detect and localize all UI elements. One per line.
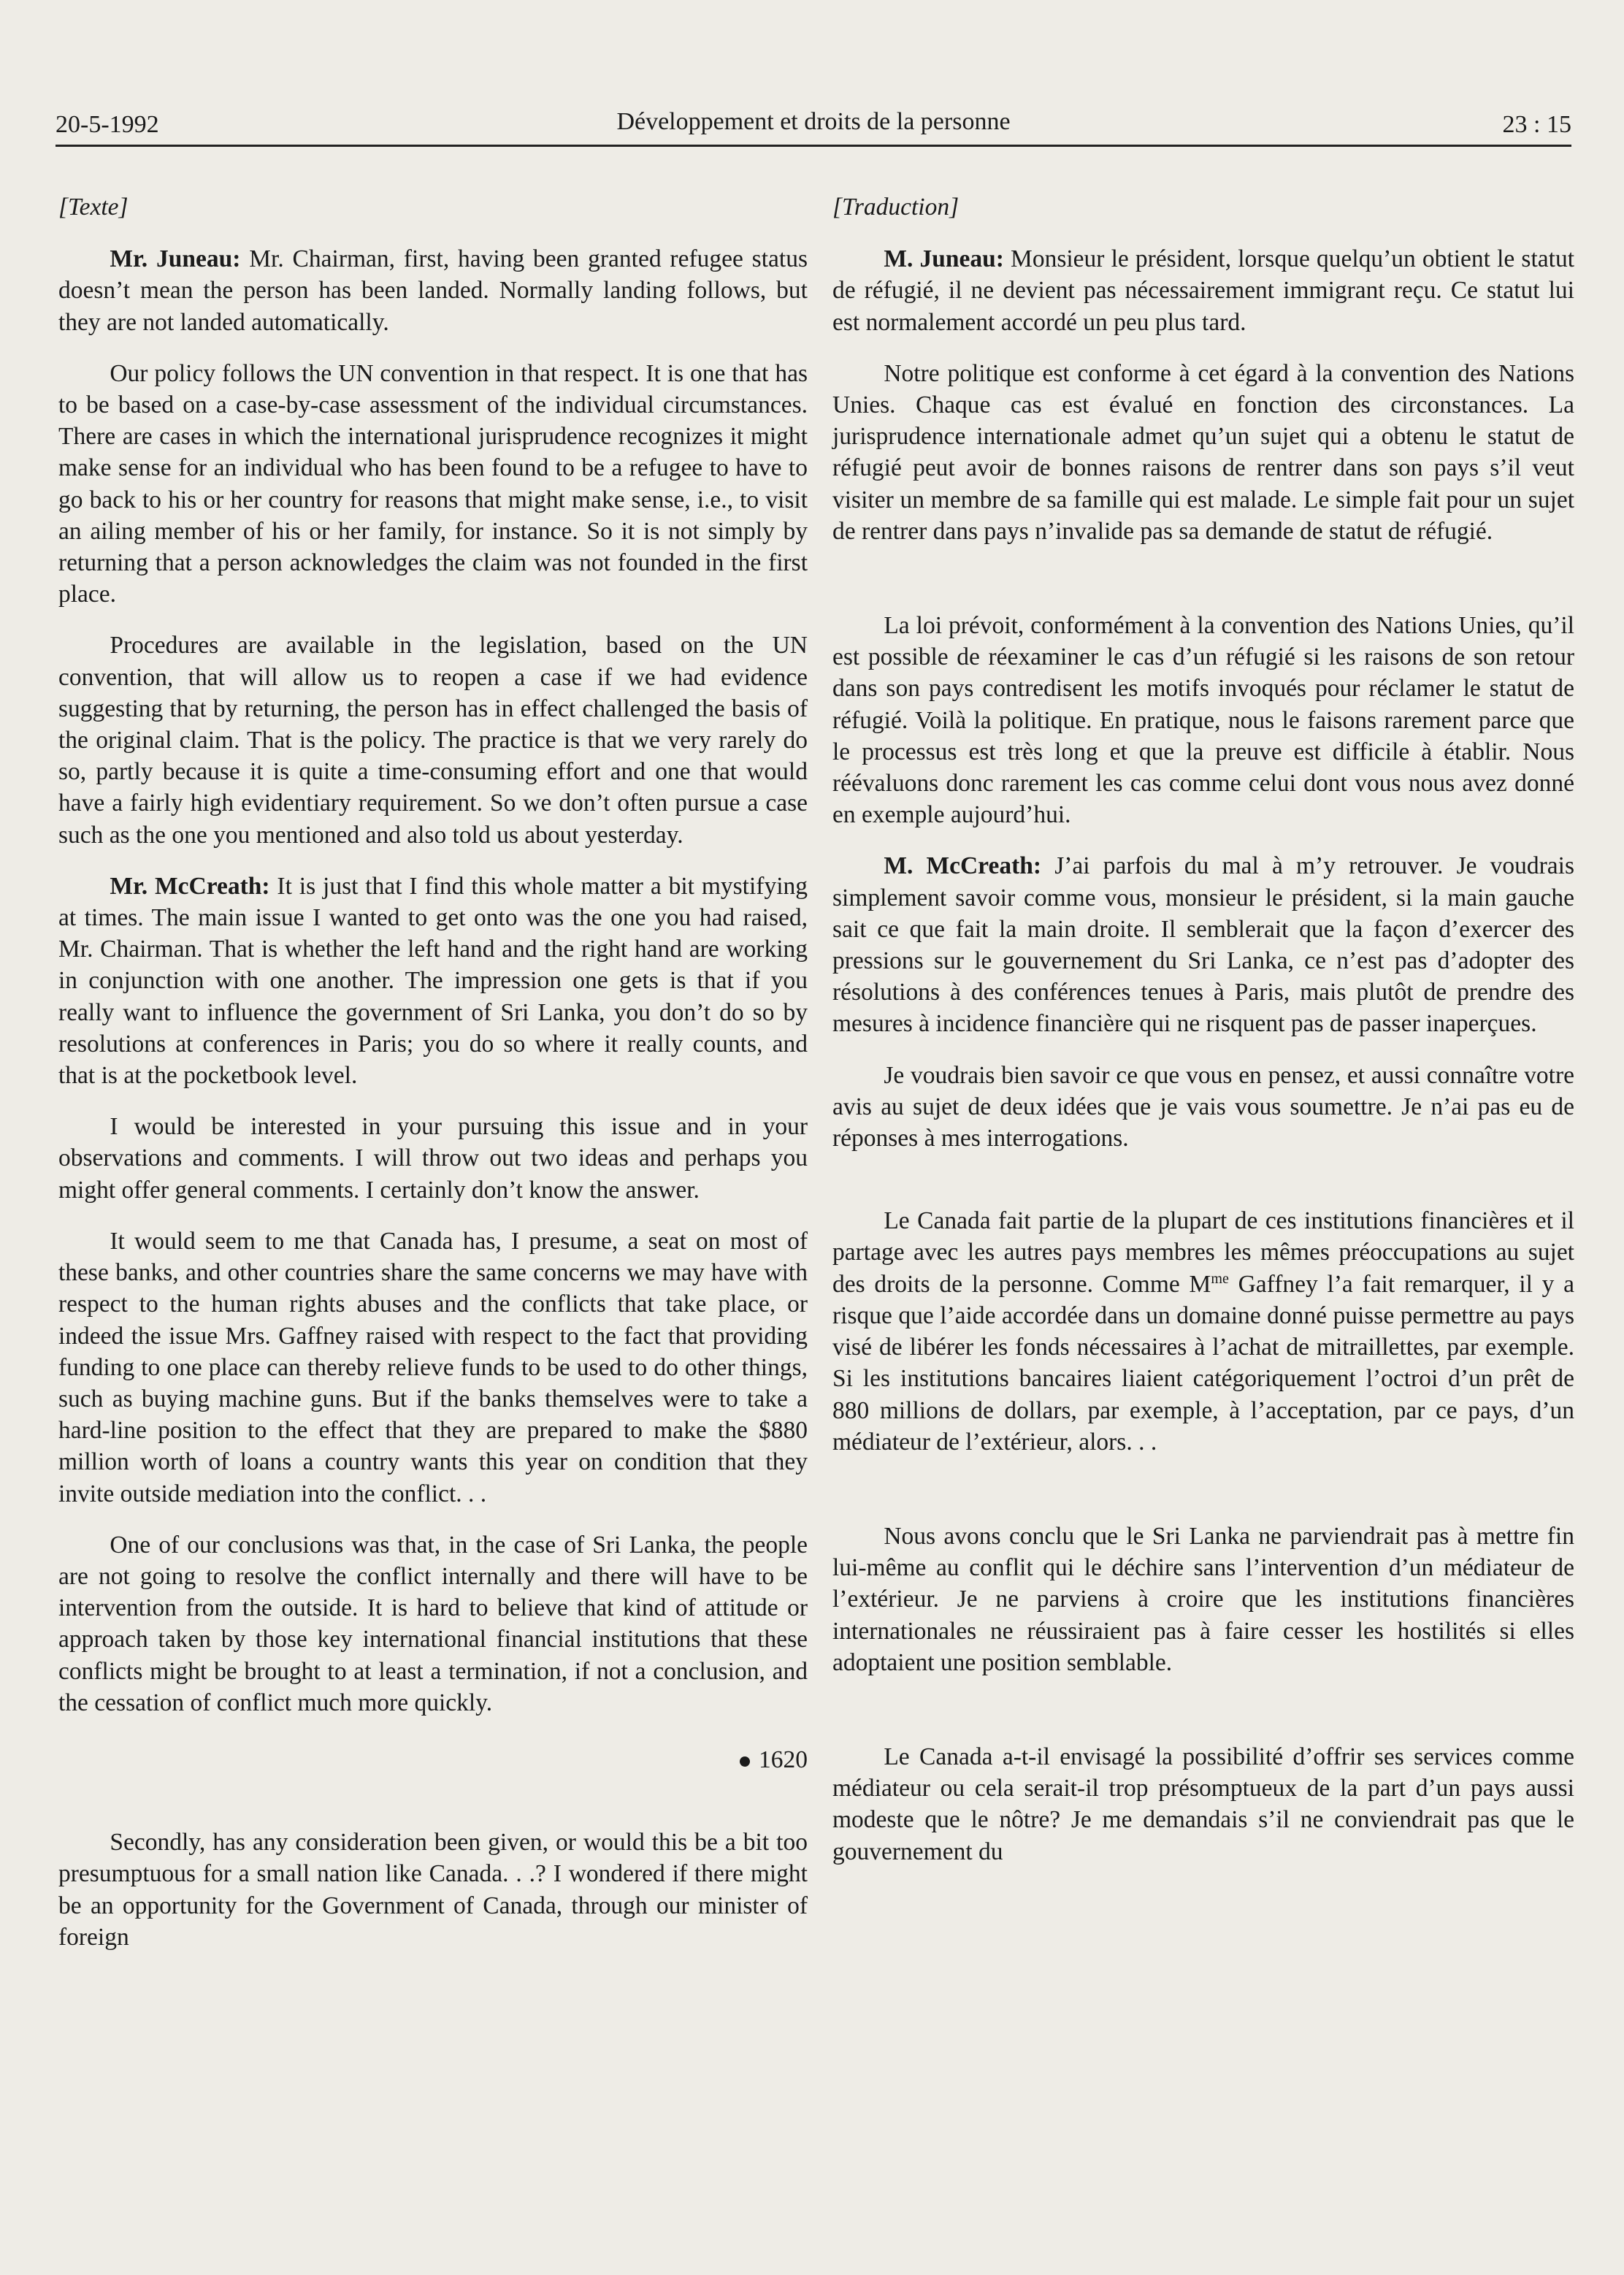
- paragraph-text: Mr. Chairman, first, having been granted refugee status doesn’t mean the person has been landed. Normally landing follows, but they are not landed automatically.: [58, 245, 808, 336]
- paragraph-procedures: Procedures are available in the legislation, based on the UN convention, that will allow us to reopen a case if we had evidence suggesting that by returning, the person has in effect challenged the basis of the original claim. That is the policy. The practice is that we very rarely do so, partly because it is quite a time-consuming effort and one that would have a fairly high evidentiary requirement. So we don’t often pursue a case such as the one you mentioned and also told us about yesterday.: [58, 632, 808, 849]
- speaker-name: M. Juneau:: [884, 245, 1004, 273]
- paragraph-loi: La loi prévoit, conformément à la convention des Nations Unies, qu’il est possible de réexaminer le cas d’un réfugié si les raisons de son retour dans son pays contredisent les motifs invoqués pour réclamer le statut de réfugié. Voilà la politique. En pratique, nous le faisons rarement parce que le processus est très long et que la preuve est difficile à établir. Nous réévaluons donc rarement les cas comme celui dont vous nous avez donné en exemple aujourd’hui.: [832, 612, 1574, 829]
- paragraph-text: Monsieur le président, lorsque quelqu’un obtient le statut de réfugié, il ne devient pas nécessairement immigrant reçu. Ce statut lui est normalement accordé un peu plus tard.: [832, 245, 1575, 336]
- paragraph-canada-institutions: [832, 1205, 1574, 1458]
- paragraph-juneau: [58, 243, 808, 338]
- paragraph-text: Le Canada fait partie de la plupart de ces institutions financières et il partage avec les autres pays membres les mêmes préoccupations au sujet des droits de la personne. Comme M: [832, 1207, 1574, 1298]
- paragraph-mccreath: [58, 871, 808, 1091]
- header-rule: [55, 145, 1571, 147]
- time-marker: [58, 1744, 808, 1775]
- bullet-icon: [740, 1756, 750, 1767]
- paragraph-interest: I would be interested in your pursuing this issue and in your observations and comments. I will throw out two ideas and perhaps you might offer general comments. I certainly don’t know the answer.: [58, 1113, 808, 1204]
- paragraph-text: J’ai parfois du mal à m’y retrouver. Je voudrais simplement savoir comme vous, monsieur le président, si la main gauche sait ce que fait la main droite. Il semblerait que la façon d’exercer des pressions sur le gouvernement du Sri Lanka, ce n’est pas d’adopter des résolutions à des conférences tenues à Paris, mais plutôt de prendre des mesures à incidence financière qui ne risquent pas de passer inaperçues.: [832, 852, 1575, 1038]
- paragraph-juneau: [832, 243, 1574, 338]
- paragraph-text: Gaffney l’a fait remarquer, il y a risque que l’aide accordée dans un domaine donné puisse permettre au pays visé de libérer les fonds nécessaires à l’achat de mitraillettes, par exemple. Si les institutions bancaires liaient catégoriquement l’octroi d’un prêt de 880 millions de dollars, par exemple, à l’acceptation, par ce pays, d’un médiateur de l’extérieur, alors. . .: [832, 1270, 1574, 1456]
- speaker-name: Mr. Juneau:: [110, 245, 241, 273]
- header-title: Développement et droits de la personne: [616, 108, 1011, 135]
- speaker-name: Mr. McCreath:: [110, 872, 270, 900]
- paragraph-politique: Notre politique est conforme à cet égard à la convention des Nations Unies. Chaque cas est évalué en fonction des circonstances. La jurisprudence internationale admet qu’un sujet qui a obtenu le statut de réfugié peut avoir de bonnes raisons de rentrer dans son pays s’il veut visiter un membre de sa famille qui est malade. Le simple fait pour un sujet de rentrer dans pays n’invalide pas sa demande de statut de réfugié.: [832, 359, 1574, 545]
- paragraph-text: It is just that I find this whole matter a bit mystifying at times. The main issue I wanted to get onto was the one you had raised, Mr. Chairman. That is whether the left hand and the right hand are working in conjunction with one another. The impression one gets is that if you really want to influence the government of Sri Lanka, you don’t do so by resolutions at conferences in Paris; you do so where it really counts, and that is at the pocketbook level.: [58, 872, 808, 1090]
- time-marker-text: 1620: [759, 1746, 808, 1773]
- french-column: [832, 191, 1574, 1867]
- paragraph-voudrais: Je voudrais bien savoir ce que vous en pensez, et aussi connaître votre avis au sujet de deux idées que je vais vous soumettre. Je n’ai pas eu de réponses à mes interrogations.: [832, 1061, 1574, 1152]
- paragraph-conclu: Nous avons conclu que le Sri Lanka ne parviendrait pas à mettre fin lui-même au conflit qui le déchire sans l’intervention d’un médiateur de l’extérieur. Je ne parviens à croire que les institutions financières internationales ne réussiraient pas à faire cesser les hostilités si elles adoptaient une position semblable.: [832, 1522, 1574, 1676]
- speaker-name: M. McCreath:: [884, 852, 1042, 880]
- page-header: [55, 108, 1571, 142]
- paragraph-banks: It would seem to me that Canada has, I presume, a seat on most of these banks, and other countries share the same concerns we may have with respect to the human rights abuses and the conflicts that take place, or indeed the issue Mrs. Gaffney raised with respect to the fact that providing funding to one place can thereby relieve funds to be used to do other things, such as buying machine guns. But if the banks themselves were to take a hard-line position to the effect that they are prepared to make the $880 million worth of loans a country wants this year on condition that they invite outside mediation into the conflict. . .: [58, 1227, 808, 1507]
- paragraph-secondly: Secondly, has any consideration been given, or would this be a bit too presumptuous for a small nation like Canada. . .? I wondered if there might be an opportunity for the Government of Canada, through our minister of foreign: [58, 1829, 808, 1951]
- paragraph-envisage: Le Canada a-t-il envisagé la possibilité d’offrir ses services comme médiateur ou cela serait-il trop présomptueux de la part d’un pays aussi modeste que le nôtre? Je me demandais s’il ne conviendrait pas que le gouvernement du: [832, 1743, 1574, 1865]
- paragraph-conclusions: One of our conclusions was that, in the case of Sri Lanka, the people are not going to resolve the conflict internally and there will have to be intervention from the outside. It is hard to believe that kind of attitude or approach taken by those key international financial institutions that these conflicts might be brought to at least a termination, if not a conclusion, and the cessation of conflict much more quickly.: [58, 1531, 808, 1716]
- english-column: [58, 191, 808, 1953]
- paragraph-mccreath: [832, 850, 1574, 1039]
- column-label-traduction: [Traduction]: [832, 194, 960, 221]
- paragraph-policy: Our policy follows the UN convention in that respect. It is one that has to be based on a case-by-case assessment of the individual circumstances. There are cases in which the international jurisprudence recognizes it might make sense for an individual who has been found to be a refugee to have to go back to his or her country for reasons that might make sense, i.e., to visit an ailing member of his or her family, for instance. So it is not simply by returning that a person acknowledges the claim was not founded in the first place.: [58, 359, 808, 608]
- column-label-text: [Texte]: [58, 194, 129, 221]
- header-date: 20-5-1992: [55, 111, 159, 138]
- abbrev-superscript: me: [1211, 1270, 1229, 1287]
- header-page-number: 23 : 15: [1502, 111, 1571, 138]
